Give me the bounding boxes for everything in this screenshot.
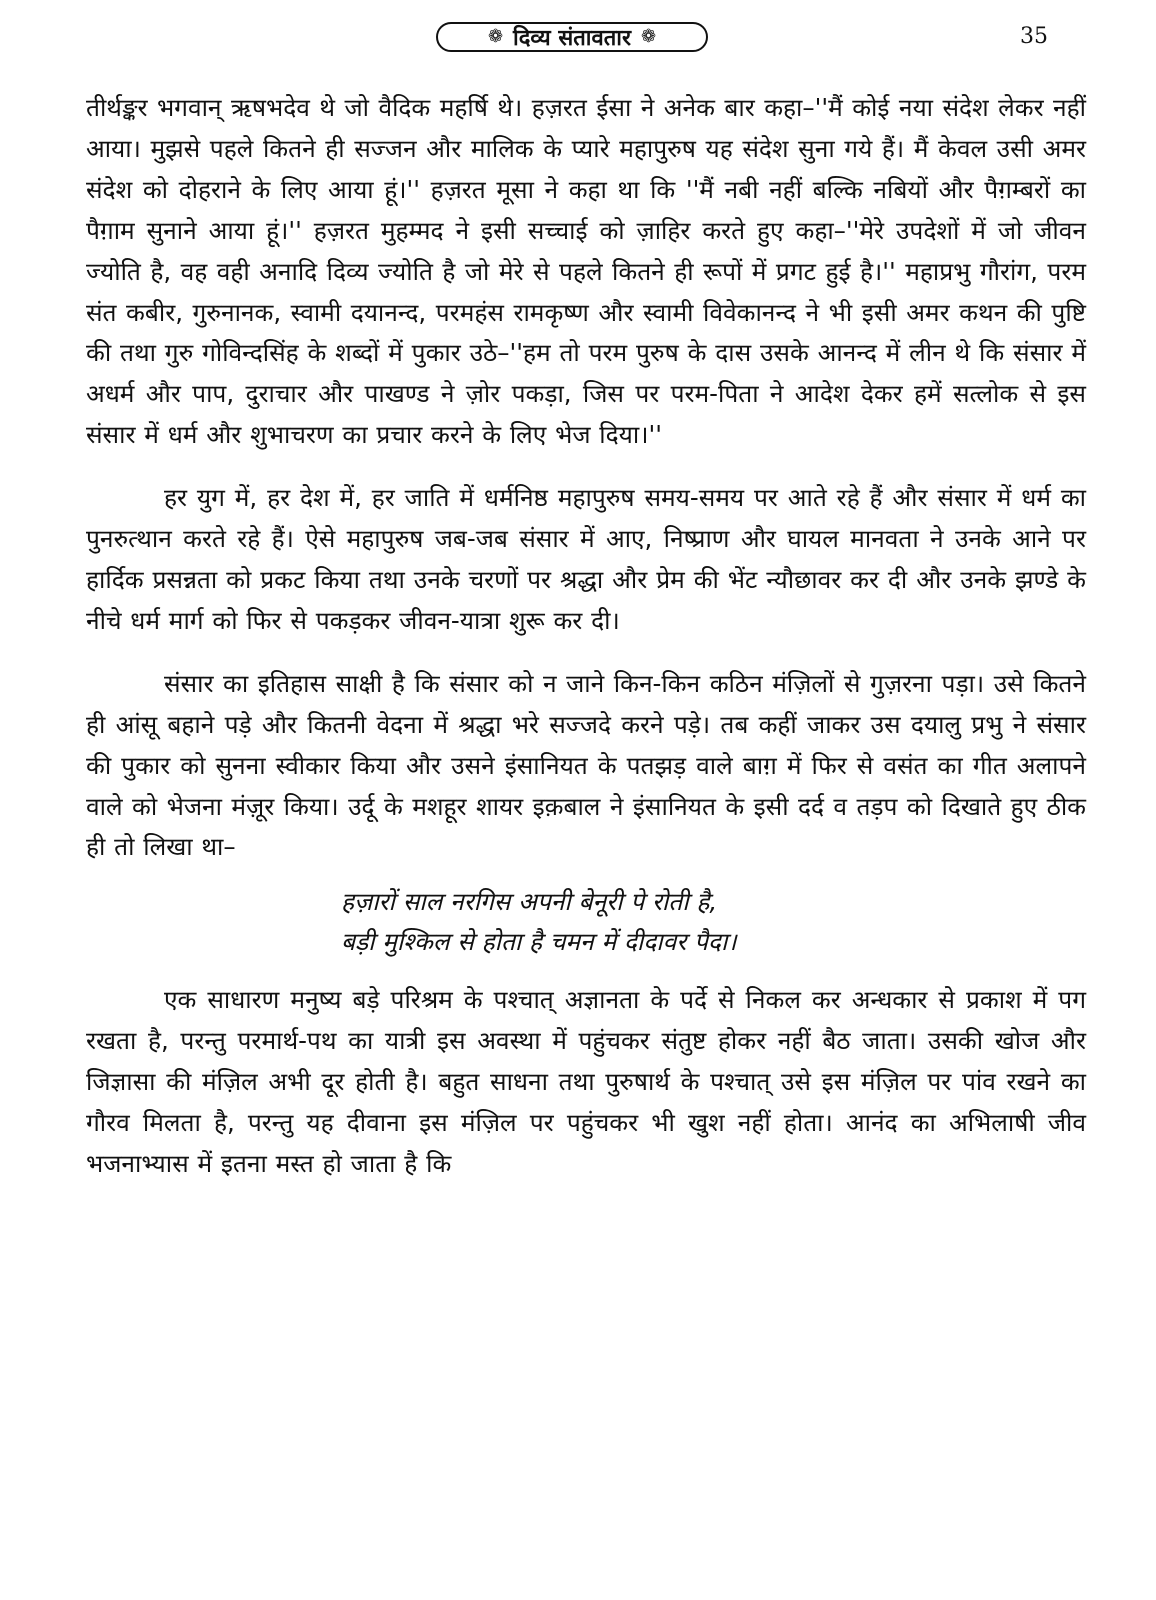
paragraph: संसार का इतिहास साक्षी है कि संसार को न जाने किन-किन कठिन मंज़िलों से गुज़रना पड़ा। उसे कितने ही आंसू बहाने पड़े और कितनी वेदना में श्रद्धा भरे सज्जदे करने पड़े। तब कहीं जाकर उस दयालु प्रभु ने संसार की पुकार को सुनना स्वीकार किया और उसने इंसानियत के पतझड़ वाले बाग़ में फिर से वसंत का गीत अलापने वाले को भेजना मंज़ूर किया। उर्दू के मशहूर शायर इक़बाल ने इंसानियत के इसी दर्द व तड़प को दिखाते हुए ठीक ही तो लिखा था–	[86, 668, 1086, 862]
running-header	[0, 20, 1156, 60]
paragraph-continued: तीर्थङ्कर भगवान् ऋषभदेव थे जो वैदिक महर्षि थे। हज़रत ईसा ने अनेक बार कहा–''मैं कोई नया संदेश लेकर नहीं आया। मुझसे पहले कितने ही सज्जन और मालिक के प्यारे महापुरुष यह संदेश सुना गये हैं। मैं केवल उसी अमर संदेश को दोहराने के लिए आया हूं।'' हज़रत मूसा ने कहा था कि ''मैं नबी नहीं बल्कि नबियों और पैग़म्बरों का पैग़ाम सुनाने आया हूं।'' हज़रत मुहम्मद ने इसी सच्चाई को ज़ाहिर करते हुए कहा–''मेरे उपदेशों में जो जीवन ज्योति है, वह वही अनादि दिव्य ज्योति है जो मेरे से पहले कितने ही रूपों में प्रगट हुई है।'' महाप्रभु गौरांग, परम संत कबीर, गुरुनानक, स्वामी दयानन्द, परमहंस रामकृष्ण और स्वामी विवेकानन्द ने भी इसी अमर कथन की पुष्टि की तथा गुरु गोविन्दसिंह के शब्दों में पुकार उठे–''हम तो परम पुरुष के दास उसके आनन्द में लीन थे कि संसार में अधर्म और पाप, दुराचार और पाखण्ड ने ज़ोर पकड़ा, जिस पर परम-पिता ने आदेश देकर हमें सत्लोक से इस संसार में धर्म और शुभाचरण का प्रचार करने के लिए भेज दिया।''	[86, 93, 1086, 450]
header-title-box	[436, 22, 708, 52]
flower-ornament-icon: ❁	[487, 26, 504, 47]
couplet-line: बड़ी मुश्किल से होता है चमन में दीदावर पैदा।	[341, 927, 737, 957]
urdu-couplet	[86, 882, 1086, 962]
couplet-line: हज़ारों साल नरगिस अपनी बेनूरी पे रोती है,	[341, 887, 718, 917]
page-number: 35	[1020, 24, 1048, 49]
running-title: दिव्य संतावतार	[513, 26, 631, 51]
paragraph: हर युग में, हर देश में, हर जाति में धर्मनिष्ठ महापुरुष समय-समय पर आते रहे हैं और संसार में धर्म का पुनरुत्थान करते रहे हैं। ऐसे महापुरुष जब-जब संसार में आए, निष्प्राण और घायल मानवता ने उनके आने पर हार्दिक प्रसन्नता को प्रकट किया तथा उनके चरणों पर श्रद्धा और प्रेम की भेंट न्यौछावर कर दी और उनके झण्डे के नीचे धर्म मार्ग को फिर से पकड़कर जीवन-यात्रा शुरू कर दी।	[86, 483, 1086, 635]
body-text	[86, 88, 1086, 1185]
paragraph: एक साधारण मनुष्य बड़े परिश्रम के पश्चात् अज्ञानता के पर्दे से निकल कर अन्धकार से प्रकाश में पग रखता है, परन्तु परमार्थ-पथ का यात्री इस अवस्था में पहुंचकर संतुष्ट होकर नहीं बैठ जाता। उसकी खोज और जिज्ञासा की मंज़िल अभी दूर होती है। बहुत साधना तथा पुरुषार्थ के पश्चात् उसे इस मंज़िल पर पांव रखने का गौरव मिलता है, परन्तु यह दीवाना इस मंज़िल पर पहुंचकर भी खुश नहीं होता। आनंद का अभिलाषी जीव भजनाभ्यास में इतना मस्त हो जाता है कि	[86, 985, 1086, 1178]
flower-ornament-icon: ❁	[640, 26, 657, 47]
